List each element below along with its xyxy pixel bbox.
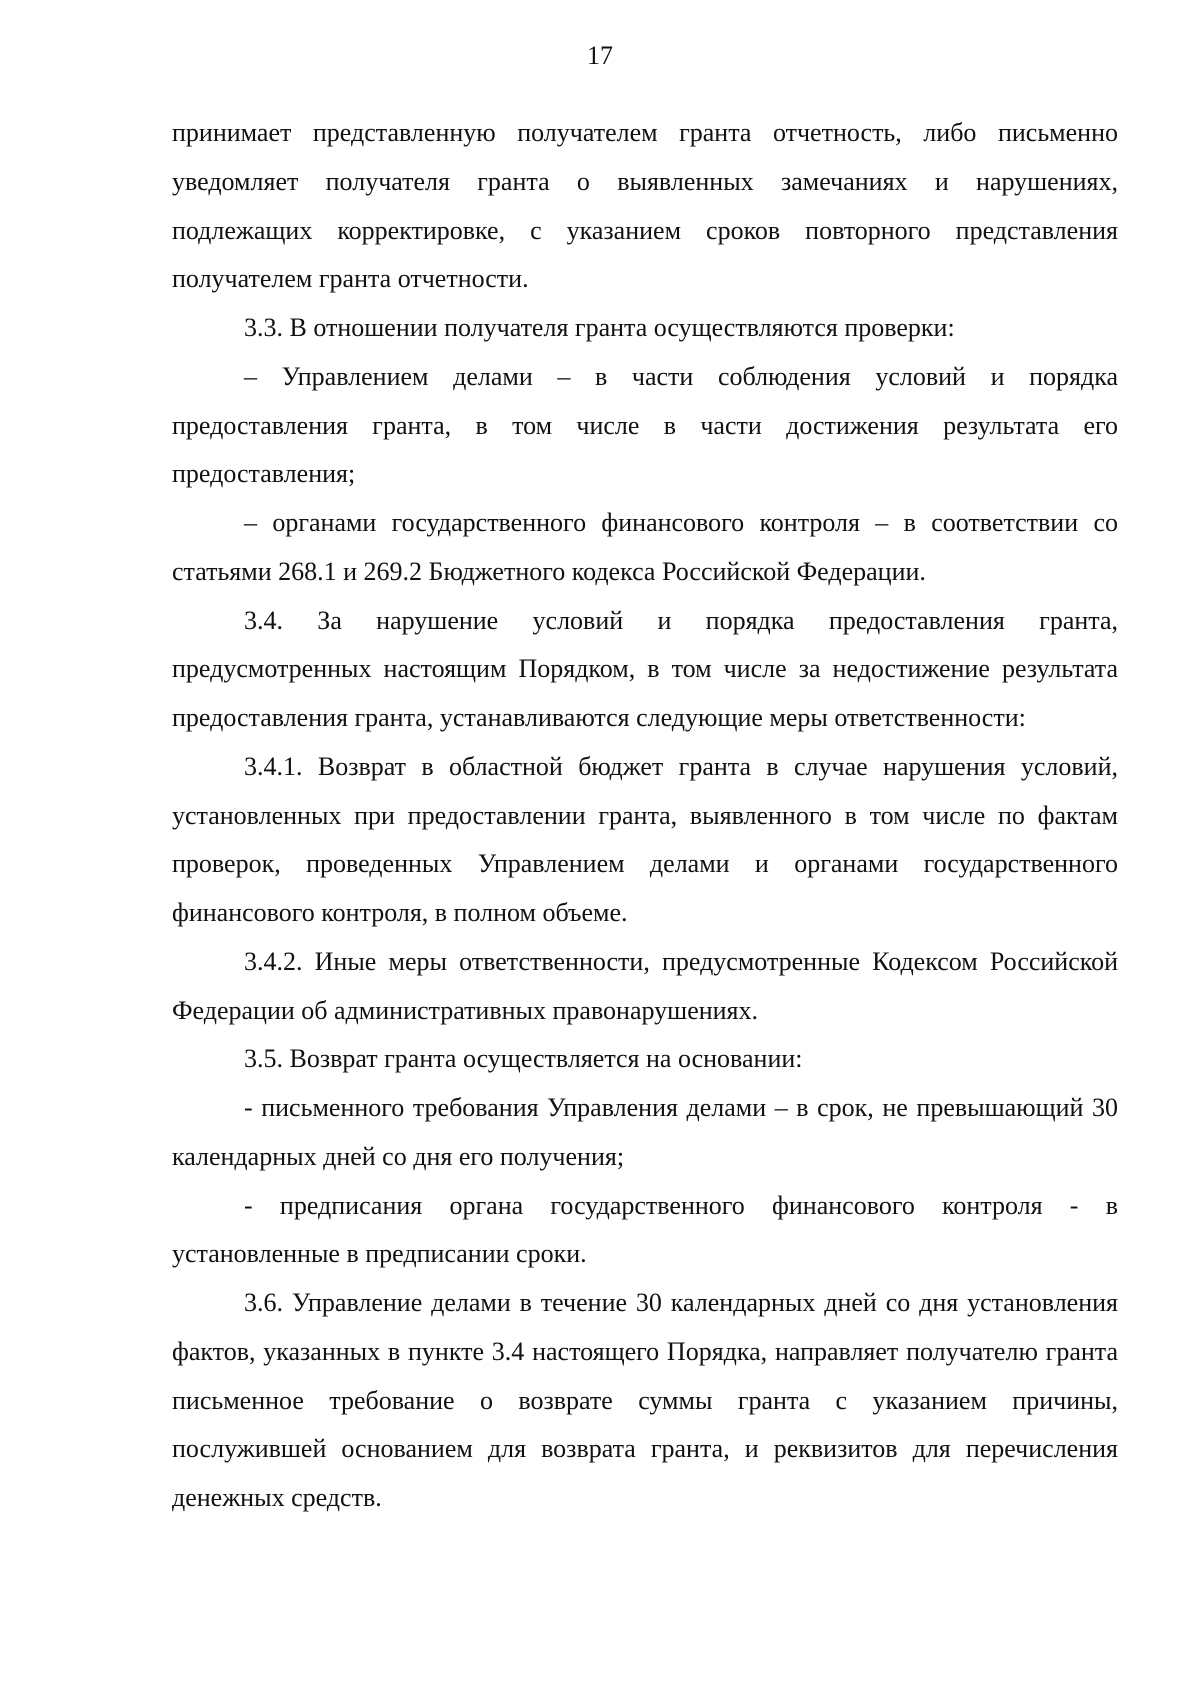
paragraph-3-4-1: 3.4.1. Возврат в областной бюджет гранта в случае нарушения условий, установленных при предоставлении гранта, выявленного в том числе по фактам проверок, проведенных Управлением делами и органами государственного финансового контроля, в полном объеме. [172,751,1118,927]
document-body [172,109,1118,1523]
paragraph-3-3-item-1: – Управлением делами – в части соблюдения условий и порядка предоставления гранта, в том числе в части достижения результата его предоставления; [172,361,1118,489]
paragraph-3-3: 3.3. В отношении получателя гранта осуществляются проверки: [244,313,955,342]
paragraph-3-4-2: 3.4.2. Иные меры ответственности, предусмотренные Кодексом Российской Федерации об административных правонарушениях. [172,946,1118,1025]
paragraph-3-3-item-2: – органами государственного финансового контроля – в соответствии со статьями 268.1 и 269.2 Бюджетного кодекса Российской Федерации. [172,508,1118,586]
paragraph-3-5-item-1: - письменного требования Управления делами – в срок, не превышающий 30 календарных дней со дня его получения; [172,1093,1118,1171]
page-number: 17 [587,41,613,70]
paragraph-3-5-item-2: - предписания органа государственного финансового контроля - в установленные в предписании сроки. [172,1190,1118,1269]
paragraph-3-5: 3.5. Возврат гранта осуществляется на основании: [244,1044,803,1074]
paragraph-continuation: принимает представленную получателем гранта отчетность, либо письменно уведомляет получателя гранта о выявленных замечаниях и нарушениях, подлежащих корректировке, с указанием сроков повторного представления получателем гранта отчетности. [172,118,1118,294]
paragraph-3-4: 3.4. За нарушение условий и порядка предоставления гранта, предусмотренных настоящим Порядком, в том числе за недостижение результата предоставления гранта, устанавливаются следующие меры ответственности: [172,605,1118,732]
paragraph-3-6: 3.6. Управление делами в течение 30 календарных дней со дня установления фактов, указанных в пункте 3.4 настоящего Порядка, направляет получателю гранта письменное требование о возврате суммы гранта с указанием причины, послужившей основанием для возврата гранта, и реквизитов для перечисления денежных средств. [172,1288,1118,1512]
